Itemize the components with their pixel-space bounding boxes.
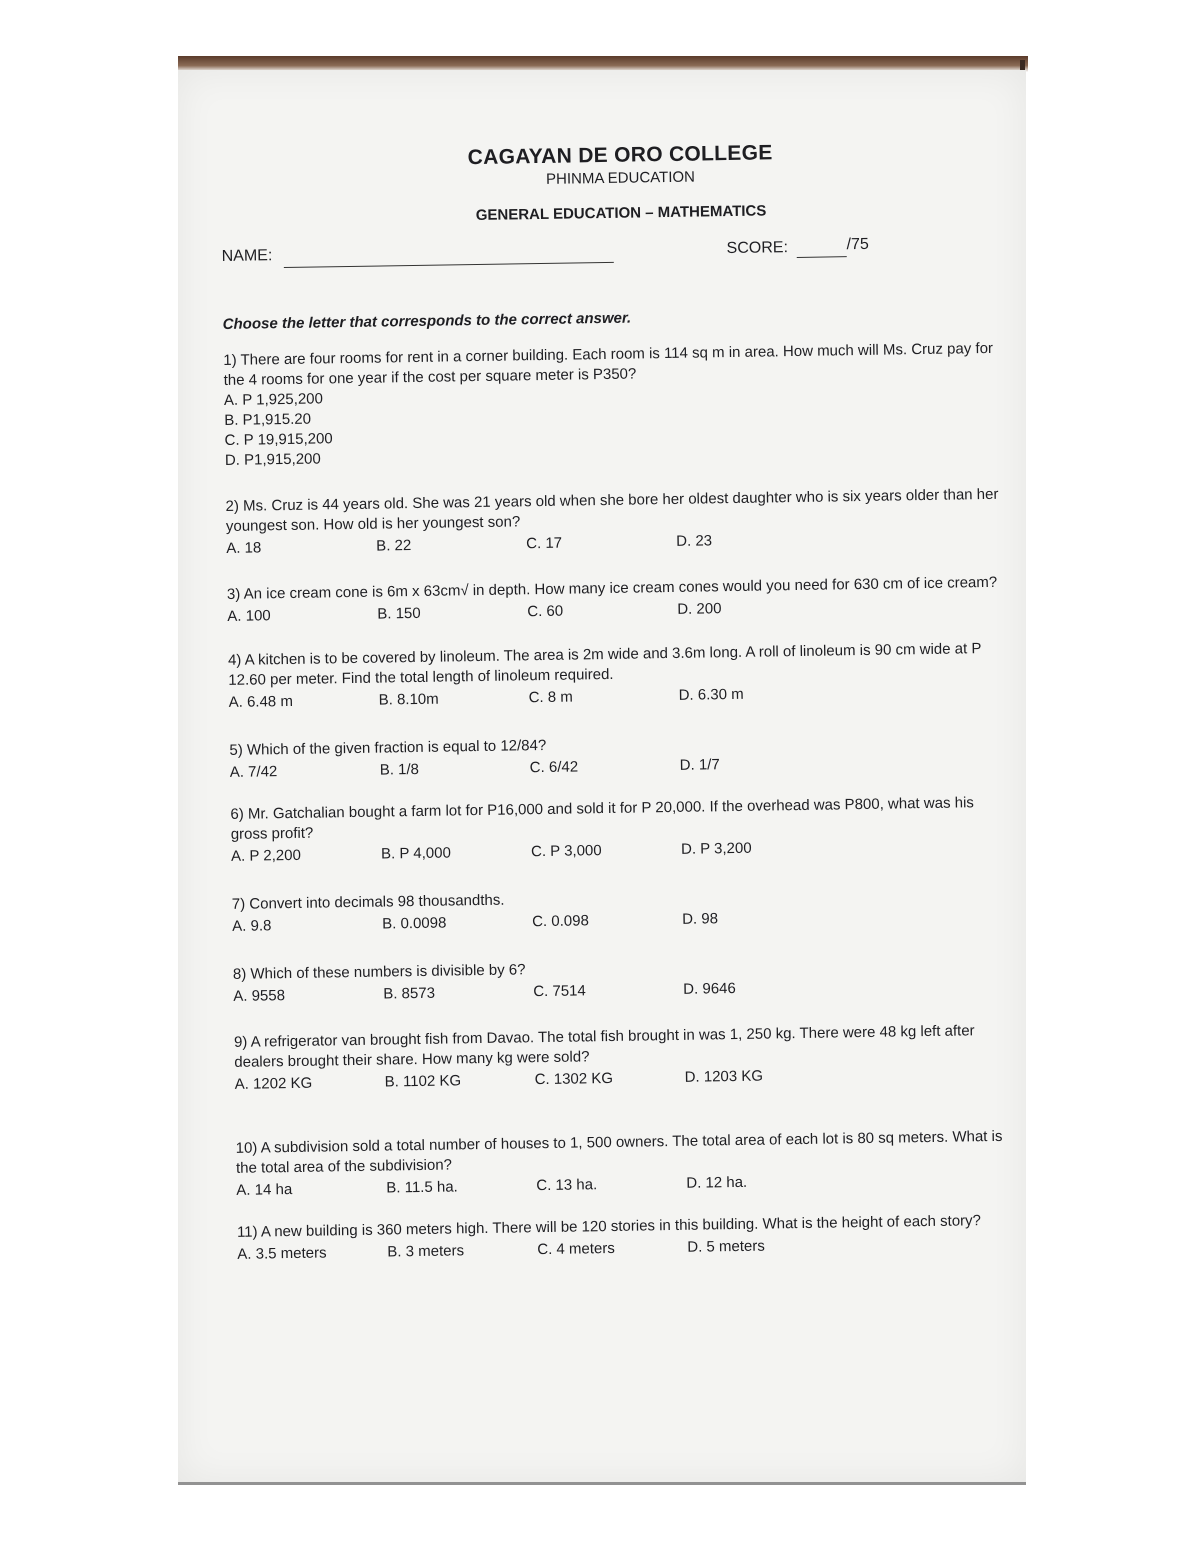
question — [230, 793, 1011, 867]
choice: D. P1,915,200 — [224, 450, 321, 469]
choice: A. P 1,925,200 — [223, 390, 324, 409]
choice: B. 8.10m — [378, 690, 439, 709]
choice: D. 5 meters — [687, 1237, 765, 1256]
choice: B. P 4,000 — [380, 844, 451, 863]
exam-sheet — [220, 138, 1017, 1265]
choice: A. 14 ha — [236, 1180, 293, 1199]
instructions: Choose the letter that corresponds to the correct answer. — [222, 309, 632, 333]
choice: A. 18 — [226, 539, 262, 557]
choice: D. 200 — [677, 600, 722, 618]
choice: D. 6.30 m — [678, 685, 744, 704]
name-score-row — [221, 226, 1001, 274]
name-label: NAME: — [221, 247, 273, 265]
question — [223, 339, 1005, 471]
choice: A. 100 — [227, 607, 271, 625]
choice: C. 60 — [527, 602, 564, 621]
question-text: 4) A kitchen is to be covered by linoleum. The area is 2m wide and 3.6m long. A roll of linoleum is 90 cm wide at P 12.60 per meter. Find the total length of linoleum required. — [227, 640, 982, 689]
question-text: 9) A refrigerator van brought fish from Davao. The total fish brought in was 1, 250 kg. There were 48 kg left after dealers brought their share. How many kg were sold? — [233, 1022, 975, 1071]
choice: C. P 3,000 — [530, 842, 602, 861]
choice: C. P 19,915,200 — [224, 430, 333, 449]
choice: D. 23 — [676, 532, 713, 550]
choice: C. 6/42 — [529, 758, 579, 777]
question — [229, 729, 1010, 783]
choice: C. 8 m — [528, 688, 573, 707]
score-label: SCORE: — [726, 239, 789, 258]
choice: C. 13 ha. — [536, 1176, 598, 1195]
question-text: 2) Ms. Cruz is 44 years old. She was 21 years old when she bore her oldest daughter who is six years older than her youngest son. How old is her youngest son? — [225, 485, 999, 535]
question-text: 11) A new building is 360 meters high. There will be 120 stories in this building. What is the height of each story? — [236, 1212, 982, 1241]
question — [233, 953, 1014, 1007]
choice: B. 11.5 ha. — [386, 1178, 458, 1197]
choice: B. 22 — [376, 537, 412, 555]
department-title: GENERAL EDUCATION – MATHEMATICS — [475, 202, 767, 224]
question-text: 1) There are four rooms for rent in a corner building. Each room is 114 sq m in area. How much will Ms. Cruz pay for the 4 rooms for one year if the cost per square meter is P350? — [223, 339, 994, 389]
choice: B. P1,915.20 — [224, 410, 312, 429]
choice: B. 150 — [377, 604, 421, 623]
choice: B. 8573 — [383, 984, 436, 1003]
choice: A. 9558 — [233, 987, 286, 1005]
choice: A. 6.48 m — [228, 692, 294, 711]
org-name: PHINMA EDUCATION — [545, 168, 696, 188]
question-text: 3) An ice cream cone is 6m x 63cm√ in depth. How many ice cream cones would you need for 630 cm of ice cream? — [226, 573, 998, 603]
score-total: /75 — [846, 235, 869, 254]
choice: B. 0.0098 — [382, 914, 447, 933]
choice: D. 1203 KG — [684, 1067, 764, 1086]
choice: A. P 2,200 — [230, 846, 302, 865]
choice: D. 98 — [682, 910, 719, 928]
choice-list — [224, 379, 1005, 471]
choice: B. 1102 KG — [384, 1072, 462, 1091]
choice: A. 1202 KG — [234, 1074, 313, 1093]
exam-header — [240, 138, 1001, 228]
question-text: 10) A subdivision sold a total number of houses to 1, 500 owners. The total area of each lot is 80 sq meters. What is the total area of the subdivision? — [235, 1127, 1003, 1177]
question-text: 5) Which of the given fraction is equal to 12/84? — [229, 736, 547, 759]
question — [232, 883, 1013, 937]
choice: C. 17 — [526, 534, 563, 553]
question-text: 8) Which of these numbers is divisible by 6? — [232, 961, 526, 983]
choice: A. 3.5 meters — [237, 1244, 327, 1263]
choice: C. 0.098 — [532, 912, 590, 931]
college-name: CAGAYAN DE ORO COLLEGE — [467, 141, 773, 170]
choice: C. 1302 KG — [534, 1069, 614, 1089]
choice: B. 1/8 — [379, 760, 420, 779]
choice: D. 9646 — [683, 980, 736, 998]
question — [227, 573, 1008, 627]
question-text: 7) Convert into decimals 98 thousandths. — [231, 891, 505, 913]
choice: D. P 3,200 — [680, 839, 752, 858]
choice: D. 12 ha. — [686, 1173, 748, 1192]
question-text: 6) Mr. Gatchalian bought a farm lot for P16,000 and sold it for P 20,000. If the overhead was P800, what was his gross profit? — [230, 794, 974, 843]
question — [236, 1127, 1017, 1201]
name-blank-line — [284, 262, 614, 268]
choice: D. 1/7 — [679, 756, 720, 774]
paper-bottom-edge — [178, 1482, 1026, 1485]
choice: A. 7/42 — [229, 763, 278, 781]
choice: C. 4 meters — [537, 1239, 615, 1259]
choice: C. 7514 — [533, 982, 586, 1001]
question — [225, 485, 1006, 559]
score-blank-line — [797, 256, 847, 258]
question — [228, 639, 1009, 713]
choice: A. 9.8 — [232, 917, 272, 935]
question — [234, 1021, 1015, 1095]
choice: B. 3 meters — [387, 1242, 465, 1261]
